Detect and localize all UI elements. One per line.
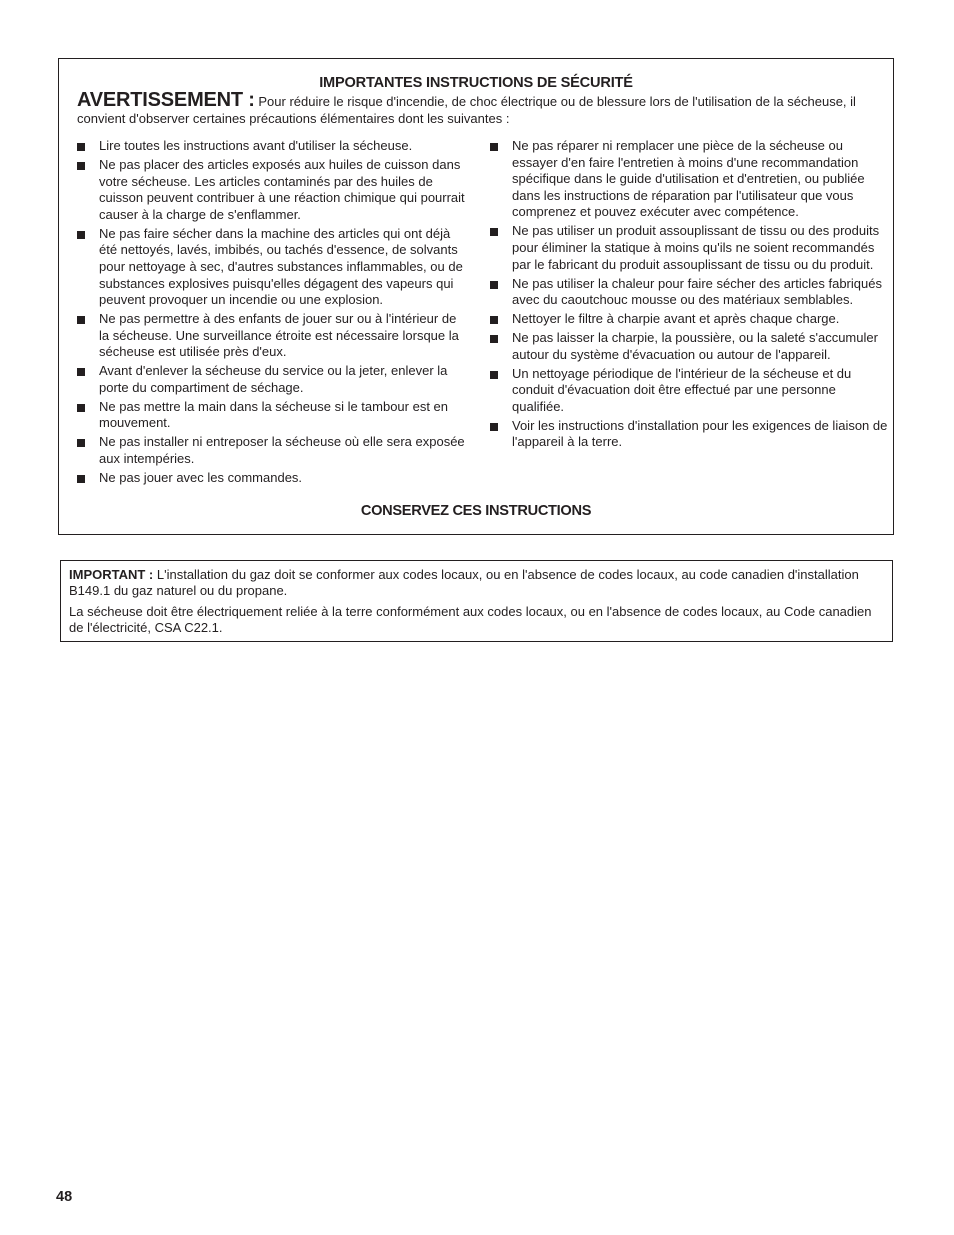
list-item xyxy=(490,276,888,309)
bullet-square-icon xyxy=(77,475,85,483)
bullet-square-icon xyxy=(490,143,498,151)
list-item-text: Ne pas permettre à des enfants de jouer sur ou à l'intérieur de la sécheuse. Une surveillance étroite est nécessaire lorsque la sécheuse est utilisée près d'eux. xyxy=(99,311,459,360)
bullet-square-icon xyxy=(490,316,498,324)
important-paragraph-electric: La sécheuse doit être électriquement reliée à la terre conformément aux codes locaux, ou en l'absence de codes locaux, au Code canadien de l'électricité, CSA C22.1. xyxy=(69,604,872,635)
bullet-square-icon xyxy=(77,316,85,324)
bullet-square-icon xyxy=(77,368,85,376)
bullet-square-icon xyxy=(490,371,498,379)
safety-instructions-box xyxy=(58,58,894,535)
important-text-gas: L'installation du gaz doit se conformer aux codes locaux, ou en l'absence de codes locaux, au code canadien d'installation B149.1 du gaz naturel ou du propane. xyxy=(69,567,859,598)
list-item-text: Ne pas installer ni entreposer la sécheuse où elle sera exposée aux intempéries. xyxy=(99,434,465,467)
bullet-square-icon xyxy=(490,228,498,236)
warning-label: AVERTISSEMENT : xyxy=(77,89,255,111)
list-item xyxy=(77,138,469,155)
safety-list-left xyxy=(77,138,469,489)
list-item xyxy=(77,470,469,487)
list-item-text: Ne pas faire sécher dans la machine des articles qui ont déjà été nettoyés, lavés, imbibés, ou tachés d'essence, de solvants pour nettoyage à sec, d'autres substances inflammables, ou de substances explosives puisqu'elles dégagent des vapeurs qui peuvent provoquer un incendie ou une explosion. xyxy=(99,225,463,308)
bullet-square-icon xyxy=(490,423,498,431)
important-label: IMPORTANT : xyxy=(69,567,154,582)
save-instructions-heading: CONSERVEZ CES INSTRUCTIONS xyxy=(360,503,592,519)
list-item-text: Ne pas utiliser la chaleur pour faire sécher des articles fabriqués avec du caoutchouc mousse ou des matériaux semblables. xyxy=(512,275,882,308)
list-item-text: Lire toutes les instructions avant d'utiliser la sécheuse. xyxy=(99,138,413,153)
bullet-square-icon xyxy=(77,162,85,170)
important-notice-box xyxy=(60,560,893,642)
warning-paragraph xyxy=(77,89,867,127)
list-item xyxy=(490,330,888,363)
list-item xyxy=(77,434,469,467)
list-item xyxy=(77,157,469,223)
bullet-square-icon xyxy=(77,231,85,239)
list-item xyxy=(490,223,888,273)
list-item-text: Ne pas laisser la charpie, la poussière, ou la saleté s'accumuler autour du système d'évacuation ou autour de l'appareil. xyxy=(512,330,878,362)
safety-list-right xyxy=(490,138,888,453)
list-item xyxy=(490,366,888,416)
list-item xyxy=(77,226,469,309)
list-item xyxy=(77,363,469,396)
bullet-square-icon xyxy=(77,439,85,447)
list-item xyxy=(490,138,888,221)
warning-text: Pour réduire le risque d'incendie, de choc électrique ou de blessure lors de l'utilisation de la sécheuse, il convient d'observer certaines précautions élémentaires dont les suivantes : xyxy=(77,94,856,126)
safety-title: IMPORTANTES INSTRUCTIONS DE SÉCURITÉ xyxy=(319,75,633,91)
bullet-square-icon xyxy=(490,281,498,289)
bullet-square-icon xyxy=(490,335,498,343)
list-item-text: Ne pas jouer avec les commandes. xyxy=(99,470,303,486)
list-item-text: Avant d'enlever la sécheuse du service ou la jeter, enlever la porte du compartiment de séchage. xyxy=(99,363,448,395)
list-item-text: Un nettoyage périodique de l'intérieur de la sécheuse et du conduit d'évacuation doit être effectué par une personne qualifiée. xyxy=(512,365,852,414)
list-item-text: Ne pas utiliser un produit assouplissant de tissu ou des produits pour éliminer la statique à moins qu'ils ne soient recommandés par le fabricant du produit assouplissant de tissu ou du produit. xyxy=(512,223,880,272)
bullet-square-icon xyxy=(77,143,85,151)
list-item-text: Nettoyer le filtre à charpie avant et après chaque charge. xyxy=(512,311,840,327)
list-item-text: Ne pas mettre la main dans la sécheuse si le tambour est en mouvement. xyxy=(99,398,449,431)
list-item xyxy=(77,311,469,361)
list-item xyxy=(490,418,888,451)
list-item xyxy=(77,399,469,432)
list-item xyxy=(490,311,888,328)
important-paragraph-gas xyxy=(69,567,884,599)
list-item-text: Ne pas réparer ni remplacer une pièce de la sécheuse ou essayer d'en faire l'entretien à moins d'une recommandation spécifique dans le guide d'utilisation et d'entretien, ou publiée dans les instructions de réparation par l'utilisateur que vous comprenez et pouvez exécuter avec compétence. xyxy=(512,138,865,220)
bullet-square-icon xyxy=(77,404,85,412)
list-item-text: Voir les instructions d'installation pour les exigences de liaison de l'appareil à la terre. xyxy=(512,417,888,450)
list-item-text: Ne pas placer des articles exposés aux huiles de cuisson dans votre sécheuse. Les articles contaminés par des huiles de cuisson peuvent contribuer à une réaction chimique qui pourrait causer à la charge de s'enflammer. xyxy=(99,156,465,222)
page-number: 48 xyxy=(56,1189,73,1205)
